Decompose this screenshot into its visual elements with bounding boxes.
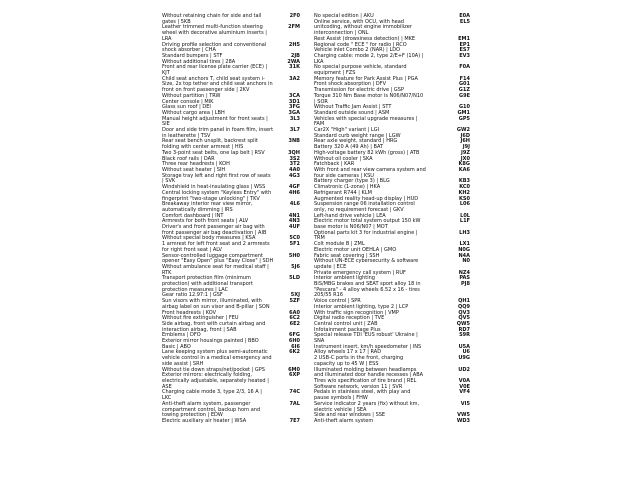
option-code: 3A2	[289, 75, 300, 82]
option-row	[162, 202, 300, 213]
option-description: Vehicles with special upgrade measures | FAM	[314, 115, 418, 128]
option-description: Torque 310 Nm Base motor is N06/N07/N10 | SOR	[314, 92, 424, 105]
option-code: KB3	[458, 178, 470, 185]
option-description: Charging cable mode 3, type 2/3, 16 A | LKC	[162, 389, 262, 402]
option-row	[162, 350, 300, 367]
option-code: NZ4	[458, 269, 470, 276]
option-description: Without special body measures | KSA	[162, 235, 256, 242]
option-description: Anti-theft alarm system, passenger compartment control, backup horn and towing protection | EDW	[162, 400, 261, 419]
option-code: 6XP	[289, 372, 300, 379]
option-code: 3T2	[289, 161, 300, 168]
option-description: Battery 320 A (49 Ah) | BAT	[314, 144, 384, 151]
option-code: 4A0	[289, 166, 300, 173]
option-code: J9Z	[461, 149, 470, 156]
option-code: ES7	[459, 47, 470, 54]
option-description: High-voltage battery 82 kWh (gross) | ATB	[314, 149, 420, 156]
option-code: 3S2	[289, 155, 300, 162]
option-description: Colt module B | ZML	[314, 241, 365, 248]
option-code: V0A	[458, 378, 470, 384]
option-description: Driving profile selection and conventional shock absorber | CHA	[162, 41, 267, 54]
option-code: 2WA	[287, 58, 300, 65]
option-description: Vehicle inlet Combo 2 (NAR) | LDO	[314, 47, 401, 54]
option-description: With front and rear view camera system and four side cameras | KSU	[314, 166, 426, 179]
option-description: Central locking system "Keyless Entry" with fingerprint "two-stage unlocking" | TKV	[162, 189, 272, 202]
option-row	[162, 373, 300, 390]
option-description: Lane keeping system plus semi-automatic vehicle control in a medical emergency and side assist | SRH	[162, 349, 272, 367]
option-code: KH2	[458, 189, 470, 196]
option-description: Pedals in stainless steel, with play and pause symbols | FHW	[314, 389, 411, 402]
option-code: VI5	[460, 400, 470, 407]
option-code: 5LD	[289, 275, 300, 282]
option-description: Without oil cooler | SKA	[314, 155, 373, 162]
option-description: Without retaining chain for side and tail gates | 5KB	[162, 13, 262, 25]
option-code: 4GF	[289, 184, 300, 191]
option-code: LH3	[459, 229, 470, 236]
option-code: 3NB	[288, 138, 300, 145]
option-description: Standard bumpers | STF	[162, 52, 223, 59]
option-description: Without UN-ECE cybersecurity & software update | ECE	[314, 258, 419, 270]
option-description: Front headrests | KOV	[162, 309, 217, 316]
option-description: Basic | ABO	[162, 343, 191, 350]
right-column	[314, 14, 470, 425]
option-code: QH1	[458, 298, 470, 305]
option-code: L1F	[459, 218, 470, 225]
option-code: G1Z	[458, 87, 470, 94]
option-description: With traffic sign recognition | VMP	[314, 309, 399, 316]
option-description: Driver's and front passenger air bag with front passenger air bag deactivation | AIB	[162, 224, 267, 236]
option-code: 4N1	[288, 212, 300, 219]
option-code: N0	[462, 258, 470, 265]
option-code: 6FG	[289, 332, 300, 339]
option-description: Infotainment package Plus	[314, 326, 381, 333]
option-description: Without Traffic Jam Assist | STT	[314, 104, 392, 111]
option-code: 2F0	[289, 13, 300, 19]
option-row	[314, 202, 470, 213]
option-code: PAS	[459, 275, 470, 282]
option-code: KC0	[459, 184, 470, 191]
option-description: Suspension range 06 installation control only, no requirement forecast | GKV	[314, 201, 415, 213]
option-code: VW5	[457, 412, 470, 419]
option-code: KA6	[458, 166, 470, 173]
option-description: Sun visors with mirror, illuminated, with airbag label on sun visor and B-pillar | SON	[162, 298, 270, 310]
option-description: Digital radio reception | TVE	[314, 315, 385, 322]
option-code: 5J6	[291, 263, 300, 270]
option-description: Tires w/o specification of tire brand | REL	[314, 378, 417, 384]
option-description: Center console | MIK	[162, 98, 214, 105]
option-description: No special edition | AKU	[314, 13, 374, 19]
option-description: Comfort dashboard | INT	[162, 212, 224, 219]
option-description: Door and side trim panel in foam film, insert in leatherette | TSV	[162, 127, 274, 139]
option-code: KS0	[459, 195, 470, 202]
option-code: L06	[459, 201, 470, 208]
option-code: QQ9	[458, 303, 470, 310]
option-code: GW2	[456, 127, 470, 134]
option-description: BiS/MBG brakes and SEAT sport alloy 18 in "Pescara" - 4 alloy wheels 6.52 x 16 - tires 205/55 R16	[314, 281, 421, 299]
option-description: Car2X "High" variant | LGI	[314, 127, 380, 134]
option-code: QV5	[458, 315, 470, 322]
option-description: Emblems | DFO	[162, 332, 201, 339]
option-description: Three rear headrests | KOH	[162, 161, 230, 168]
option-code: 3L7	[289, 127, 300, 134]
option-description: Private emergency call system | RUF	[314, 269, 406, 276]
option-description: Without partition | TRW	[162, 92, 221, 99]
option-description: Interior ambient lighting, type 2 | LCP	[314, 303, 409, 310]
option-description: Augmented reality head-up display | HUD	[314, 195, 419, 202]
option-description: Optional parts kit 3 for industrial engine | TRM	[314, 229, 418, 242]
option-code: 5F1	[289, 241, 300, 248]
option-code: 5XJ	[290, 292, 300, 299]
option-row	[162, 242, 300, 253]
option-code: EP1	[459, 41, 470, 48]
option-code: F0A	[459, 64, 470, 71]
option-description: Sensor-controlled luggage compartment opener "Easy Open" plus "Easy Close" | SDH	[162, 252, 274, 265]
option-description: Child seat anchors T, child seat system i- Size, 2x top tether and child seat anchors in front on front passenger side | 2KV	[162, 75, 273, 94]
option-description: Black roof rails | DAR	[162, 155, 215, 162]
option-code: 31K	[289, 64, 300, 71]
option-description: Armrests for both front seats | ALV	[162, 218, 249, 225]
option-code: 2H5	[288, 41, 300, 48]
option-description: Side airbag, front with curtain airbag and interaction airbag, front | SAB	[162, 320, 266, 333]
option-code: 4L6	[289, 201, 300, 208]
option-code: WD3	[456, 417, 470, 424]
option-description: Instrument insert, km/h speedometer | INS	[314, 343, 422, 350]
option-code: 3FG	[289, 104, 300, 111]
option-code: 5ZF	[289, 298, 300, 305]
option-row	[314, 219, 470, 230]
option-description: Electric motor total system output 150 kW base motor is N06/N07 | MOT	[314, 218, 421, 231]
option-description: Refrigerant R744 | KLM	[314, 189, 372, 196]
option-row	[314, 419, 470, 425]
option-code: J9J	[462, 144, 470, 151]
option-code: 6H0	[288, 338, 300, 345]
option-description: Central control unit | ZAB	[314, 320, 378, 327]
option-description: Exterior mirrors: electrically folding, electrically adjustable, separately heated | ASE	[162, 372, 269, 390]
option-code: 4H6	[288, 189, 300, 196]
option-row	[314, 356, 470, 367]
option-description: Electric motor unit OEHLA | GMO	[314, 246, 397, 253]
option-description: Without tie down straps/net/pocket | GPS	[162, 366, 265, 373]
option-description: Anti-theft alarm system	[314, 417, 374, 424]
option-code: 6C2	[289, 315, 300, 322]
option-code: S9R	[459, 332, 470, 339]
option-code: 3D1	[288, 98, 300, 105]
option-row	[162, 25, 300, 42]
option-description: Windshield in heat-insulating glass | WSS	[162, 184, 266, 191]
option-code: J6D	[460, 132, 470, 139]
option-code: U6	[462, 349, 470, 356]
option-description: 1 armrest for left front seat and 2 armrests for right front seat | ALV	[162, 241, 270, 253]
option-description: Service indicator 2 years (fix) without km, electric vehicle | SEA	[314, 400, 420, 413]
option-code: GM1	[457, 109, 470, 116]
option-code: 4UF	[289, 224, 300, 231]
option-code: 5C0	[289, 235, 300, 242]
option-code: EL5	[459, 18, 470, 25]
option-row	[314, 282, 470, 299]
option-description: Front and rear license plate carrier (ECE) | KJT	[162, 64, 268, 77]
option-description: Exterior mirror housings painted | BBO	[162, 338, 259, 345]
option-description: Special release TDI 'EUS robust' Ukraine | SNA	[314, 332, 418, 345]
option-code: 3GA	[288, 109, 300, 116]
left-column	[162, 14, 300, 425]
option-row	[162, 402, 300, 419]
option-description: Without cargo area | LBH	[162, 109, 225, 116]
option-code: EV3	[459, 52, 470, 59]
option-code: 5H0	[288, 252, 300, 259]
option-description: Voice control | SPR	[314, 298, 361, 305]
option-row	[162, 77, 300, 94]
option-description: Standard outside sound | ASM	[314, 109, 390, 116]
option-code: V0E	[459, 383, 470, 390]
option-code: G9E	[459, 92, 470, 99]
option-description: No special purpose vehicle, standard equipment | FZS	[314, 64, 407, 77]
option-code: U5A	[458, 343, 470, 350]
option-description: Rest Assist (drowsiness detection) | MKE	[314, 35, 416, 42]
option-description: Illuminated molding between headlamps and illuminated door handle recesses | ABA	[314, 366, 424, 379]
option-description: Transport protection film (minimum protection) with additional transport protection measures | LAC	[162, 275, 253, 293]
option-code: G10	[458, 104, 470, 111]
option-code: 3CA	[288, 92, 300, 99]
option-description: Leather trimmed multi-function steering wheel with decorative aluminium inserts | LRA	[162, 24, 267, 42]
option-code: 3QH	[288, 149, 300, 156]
option-code: RD7	[458, 326, 470, 333]
option-code: 6I6	[291, 343, 300, 350]
option-description: Side and rear windows | SSE	[314, 412, 386, 419]
option-code: EM1	[458, 35, 470, 42]
option-code: U9G	[458, 355, 470, 362]
option-code: 4N3	[288, 218, 300, 225]
option-description: Gear ratio 12.97:1 | GSF	[162, 292, 223, 299]
option-code: GP5	[458, 115, 470, 122]
option-description: Without seat heater | SIH	[162, 166, 226, 173]
option-code: JX0	[460, 155, 470, 162]
option-code: J6H	[460, 138, 470, 145]
option-description: 2 USB-C ports in the front, charging capacity up to 45 W | ESS	[314, 355, 404, 367]
option-code: 74C	[289, 389, 300, 396]
option-code: 2JB	[290, 52, 300, 59]
option-description: Fatchback | KAR	[314, 161, 355, 168]
option-code: 6K2	[289, 349, 300, 356]
option-description: Without fire extinguisher | FEU	[162, 315, 239, 322]
option-description: Alloy wheels 17 x 17 | RAD	[314, 349, 382, 356]
option-description: Software network, version 11 | SVR	[314, 383, 403, 390]
option-description: Memory feature for Park Assist Plus | PGA	[314, 75, 418, 82]
option-code: 3L3	[289, 115, 300, 122]
option-code: 7E7	[289, 417, 300, 424]
option-code: E0A	[459, 13, 470, 19]
option-code: 7AL	[289, 400, 300, 407]
option-description: Electric auxiliary air heater | WSA	[162, 417, 247, 424]
option-description: Glass sun roof | DEI	[162, 104, 211, 111]
option-code: K8G	[458, 161, 470, 168]
option-row	[314, 20, 470, 37]
option-description: Battery charger (type 3) | BLG	[314, 178, 390, 185]
option-code: 6M0	[288, 366, 300, 373]
option-row	[314, 259, 470, 270]
option-row	[162, 299, 300, 310]
option-description: Interior ambient lighting	[314, 275, 375, 282]
option-description: Without ambulance seat for medical staff | RTK	[162, 263, 269, 276]
option-code: UD2	[458, 366, 470, 373]
option-description: Without additional tires | 28A	[162, 58, 236, 65]
option-description: Standard curb weight range | LGW	[314, 132, 401, 139]
option-description: Storage tray left and right first row of seats | SVK	[162, 172, 271, 185]
option-code: G01	[458, 81, 470, 88]
option-code: LX1	[459, 241, 470, 248]
option-code: QV3	[458, 309, 470, 316]
option-description: Online service, with OCU, with head unitcoding, without engine immobilizer interconnection | ONL	[314, 18, 412, 37]
option-code: L0L	[460, 212, 470, 219]
option-description: Transmission for electric drive | GSP	[314, 87, 404, 94]
option-code: 2FM	[288, 24, 300, 31]
option-code: VF4	[459, 389, 470, 396]
option-code: 4G3	[288, 172, 300, 179]
option-description: Regional code " ECE " for radio | RCO	[314, 41, 407, 48]
option-description: Rear axle weight, standard | HRG	[314, 138, 398, 145]
option-code: F14	[459, 75, 470, 82]
option-code: PJ8	[460, 281, 470, 288]
option-description: Fabric seat covering | SSH	[314, 252, 380, 259]
option-description: Manual height adjustment for front seats | SIE	[162, 115, 268, 128]
option-description: Climatronic (1-zone) | HKA	[314, 184, 381, 191]
option-description: Left-hand drive vehicle | LEA	[314, 212, 386, 219]
option-description: Rear seat bench unsplit, backrest split folding with center armrest | HIS	[162, 138, 258, 151]
option-row	[162, 419, 300, 425]
option-description: Breakaway interior rear view mirror, automatically dimming | IRS	[162, 201, 253, 213]
option-code: N4A	[458, 252, 470, 259]
option-description: Two 3-point seat belts, one lap belt | RSV	[162, 149, 265, 156]
option-description: Charging cable: mode 2, type 2/E+F (10A) | LKA	[314, 52, 424, 65]
option-code: 6A0	[289, 309, 300, 316]
option-row	[162, 276, 300, 293]
option-code: 6E2	[289, 320, 300, 327]
option-description: Front shock absorption | DFV	[314, 81, 387, 88]
option-code: N0G	[458, 246, 470, 253]
option-code: QW5	[456, 320, 470, 327]
